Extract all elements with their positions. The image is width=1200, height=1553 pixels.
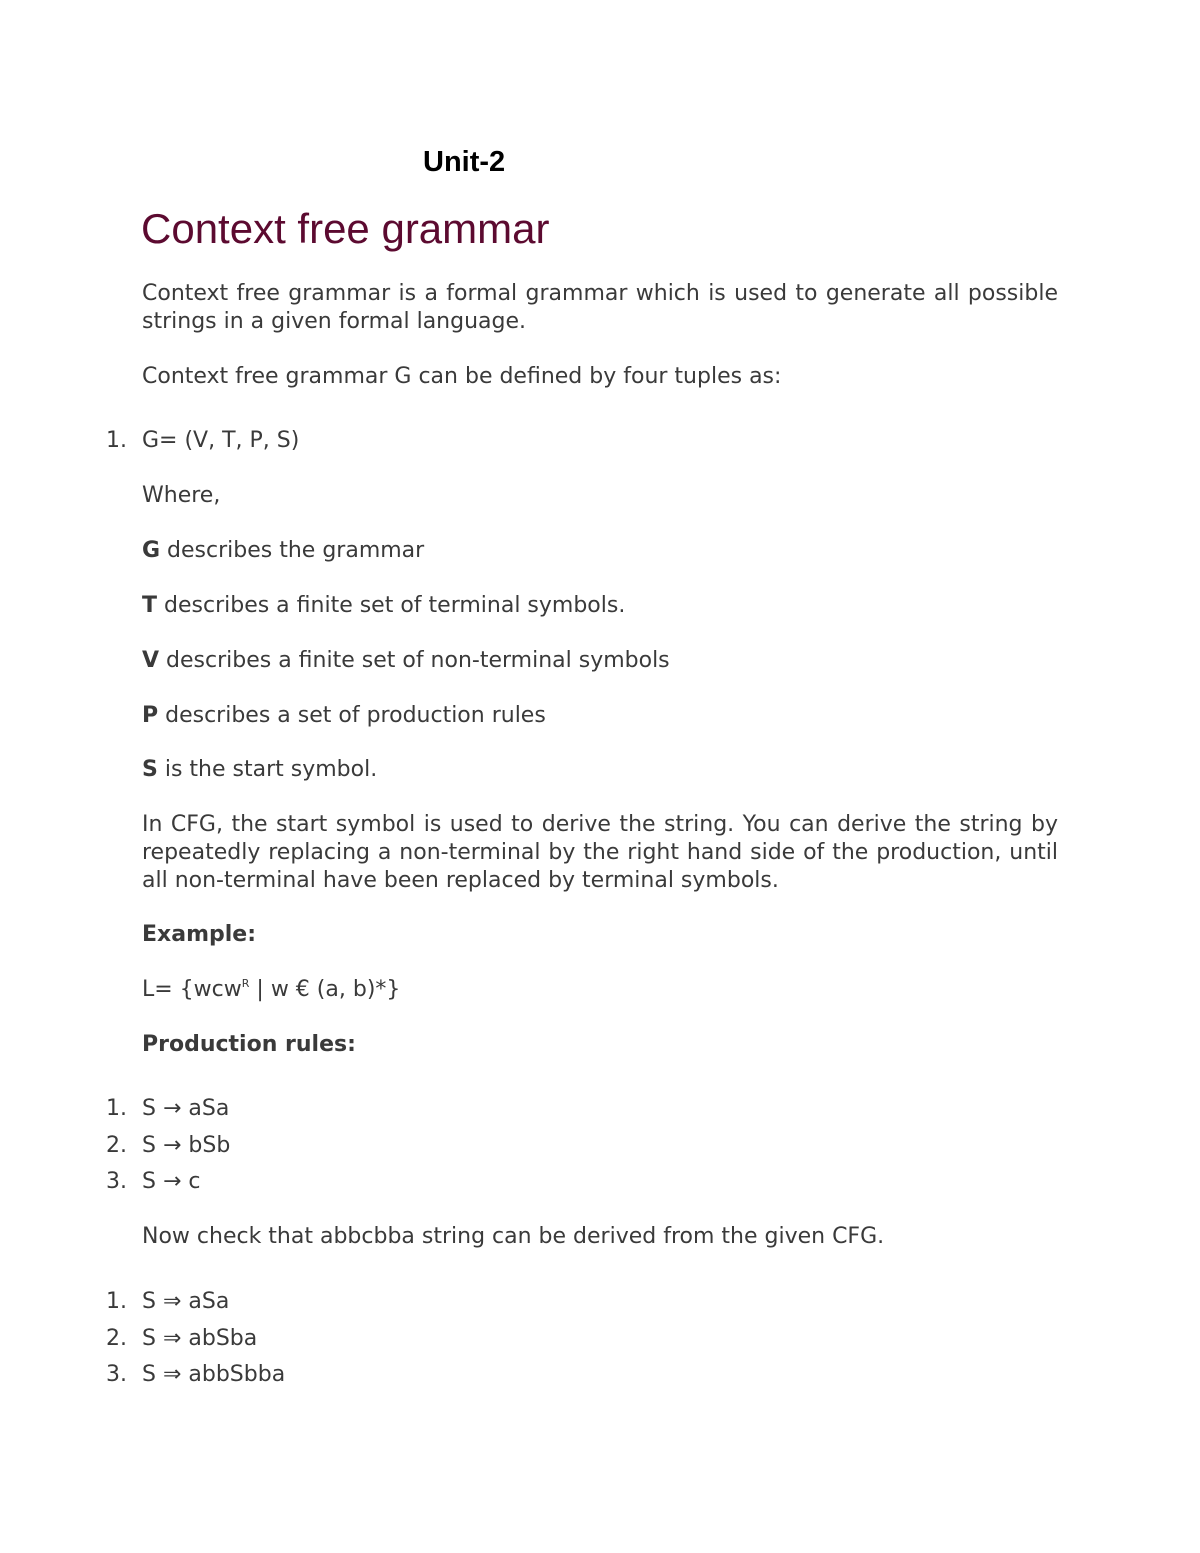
definition-intro: Context free grammar G can be defined by four tuples as: [142,364,782,389]
term-description: is the start symbol. [157,757,378,782]
page-heading: Context free grammar [141,205,550,252]
list-marker: 2. [106,1326,127,1351]
term-g [142,537,424,565]
term-symbol: T [142,593,158,618]
term-t [142,592,625,620]
cfg-paragraph: In CFG, the start symbol is used to derive the string. You can derive the string by repeatedly replacing a non-terminal by the right hand side of the production, until all non-terminal have been replaced by terminal symbols. [142,812,1058,893]
term-description: describes a finite set of terminal symbols. [157,593,626,618]
term-v [142,647,670,675]
term-s [142,756,377,784]
derivation-step: S ⇒ abbSbba [142,1362,286,1387]
list-marker: 1. [106,428,127,453]
term-description: describes the grammar [160,538,425,563]
example-label: Example: [142,922,256,947]
production-rule: S → bSb [142,1133,231,1158]
term-description: describes a set of production rules [158,703,546,728]
term-description: describes a finite set of non-terminal symbols [159,648,670,673]
reverse-superscript: R [241,977,250,990]
tuple-definition: G= (V, T, P, S) [142,428,300,453]
term-symbol: V [142,648,160,673]
list-marker: 2. [106,1133,127,1158]
language-definition: L= {wcw$^R$ | w € (a, b)*} [142,977,401,1002]
production-rule: S → c [142,1169,201,1194]
term-symbol: P [142,703,159,728]
list-marker: 1. [106,1096,127,1121]
intro-paragraph: Context free grammar is a formal grammar which is used to generate all possible strings in a given formal language. [142,281,1058,334]
term-symbol: G [142,538,161,563]
where-label: Where, [142,483,221,508]
unit-title: Unit-2 [423,146,506,178]
derivation-step: S ⇒ aSa [142,1289,230,1314]
list-marker: 3. [106,1169,127,1194]
production-rules-label: Production rules: [142,1032,356,1057]
list-marker: 3. [106,1362,127,1387]
check-text: Now check that abbcbba string can be derived from the given CFG. [142,1224,885,1249]
term-symbol: S [142,757,158,782]
production-rule: S → aSa [142,1096,230,1121]
derivation-step: S ⇒ abSba [142,1326,258,1351]
list-marker: 1. [106,1289,127,1314]
term-p [142,702,546,730]
